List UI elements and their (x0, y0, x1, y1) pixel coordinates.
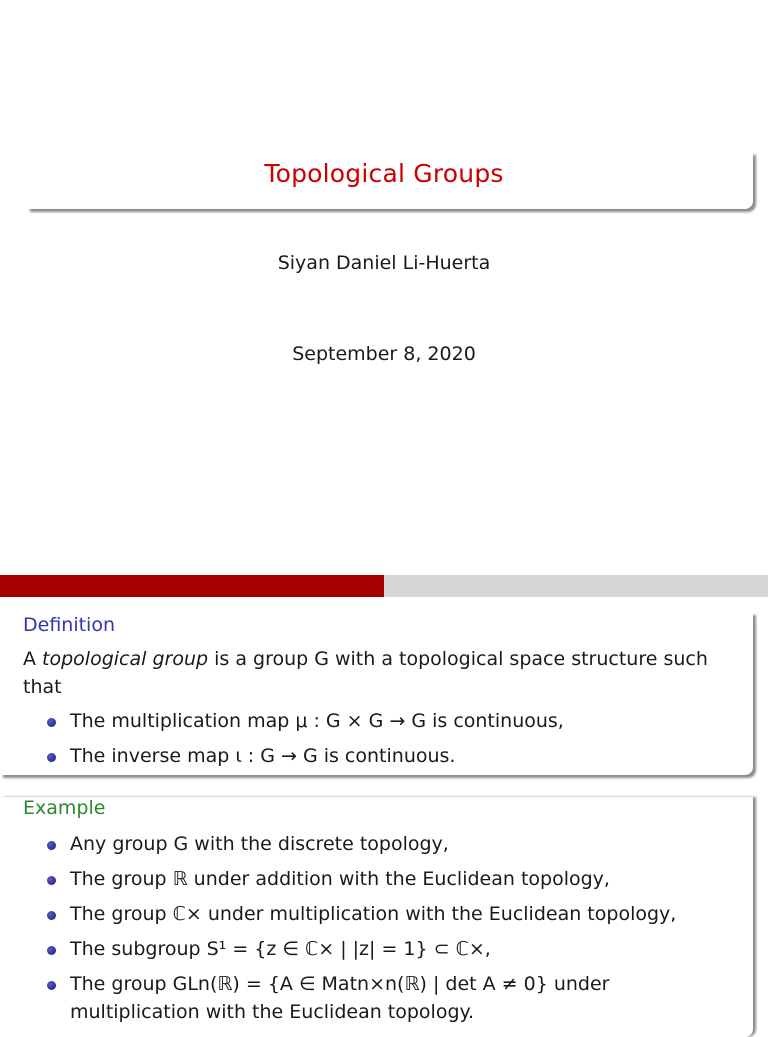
definition-intro (23, 645, 737, 701)
bullet-icon (47, 841, 56, 850)
list-item-text: The group ℝ under addition with the Euclidean topology, (70, 868, 610, 890)
example-title: Example (23, 797, 106, 819)
list-item-text: The group GLn(ℝ) = {A ∈ Matn×n(ℝ) | det A ≠ 0} under multiplication with the Euclidean topology. (70, 973, 610, 1023)
list-item (23, 970, 737, 1026)
example-block (0, 797, 753, 1037)
list-item-text: The group ℂ× under multiplication with the Euclidean topology, (70, 903, 677, 925)
author-name: Siyan Daniel Li-Huerta (277, 252, 491, 274)
definition-block (0, 612, 753, 775)
list-item (23, 865, 737, 893)
list-item-text: Any group G with the discrete topology, (70, 833, 449, 855)
bullet-icon (47, 753, 56, 762)
presentation-date: September 8, 2020 (292, 343, 476, 365)
bullet-icon (47, 981, 56, 990)
list-item (23, 742, 737, 770)
bullet-icon (47, 946, 56, 955)
list-item-text: The inverse map ι : G → G is continuous. (70, 745, 456, 767)
list-item-text: The multiplication map μ : G × G → G is continuous, (70, 710, 564, 732)
example-list (23, 830, 737, 1026)
definition-title: Definition (23, 614, 116, 636)
bullet-icon (47, 911, 56, 920)
slide-progress-fill (0, 575, 384, 597)
definition-term: topological group (42, 648, 209, 670)
definition-list (23, 707, 737, 770)
list-item (23, 830, 737, 858)
slide-progress-bar (0, 575, 768, 597)
definition-intro-suffix: is a group G with a topological space structure such that (23, 648, 708, 698)
list-item (23, 900, 737, 928)
definition-intro-prefix: A (23, 648, 43, 670)
list-item (23, 935, 737, 963)
example-body (23, 830, 737, 1033)
bullet-icon (47, 718, 56, 727)
presentation-title: Topological Groups (264, 159, 504, 188)
bullet-icon (47, 876, 56, 885)
list-item-text: The subgroup S¹ = {z ∈ ℂ× | |z| = 1} ⊂ ℂ×, (70, 938, 491, 960)
list-item (23, 707, 737, 735)
definition-body (23, 645, 737, 777)
